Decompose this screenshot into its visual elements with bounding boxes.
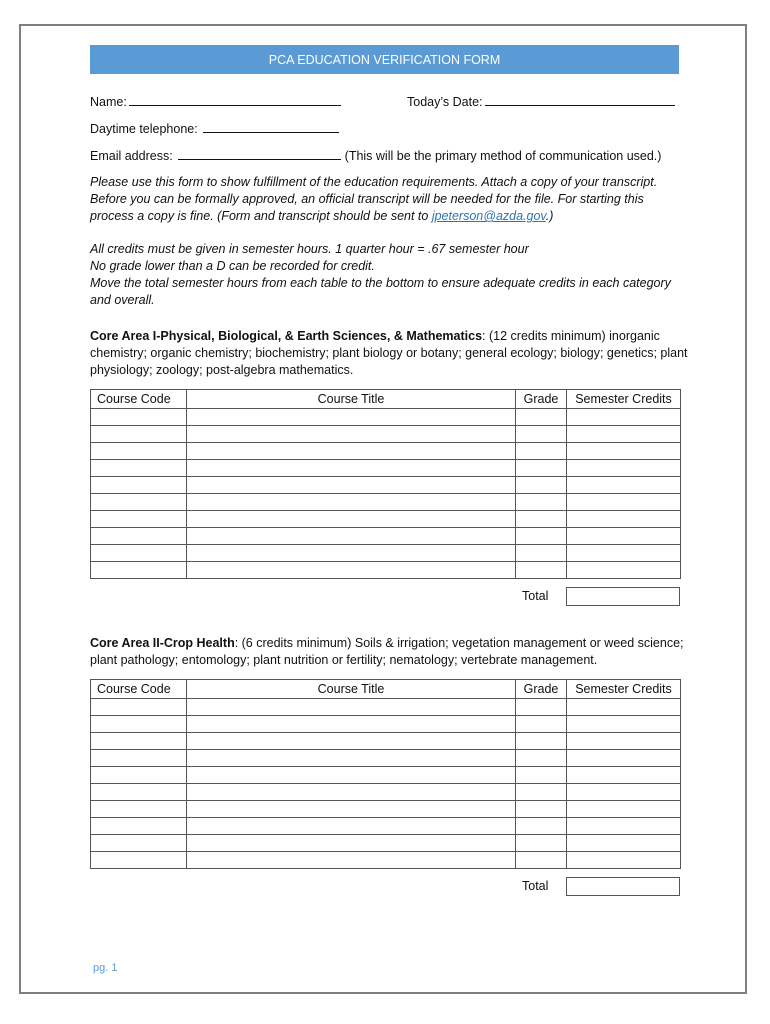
col-course-title: Course Title xyxy=(187,390,516,409)
grade-cell[interactable] xyxy=(516,443,567,460)
code-cell[interactable] xyxy=(91,460,187,477)
email-field[interactable] xyxy=(178,147,341,160)
table-row xyxy=(91,767,681,784)
table-row xyxy=(91,477,681,494)
instructions-text: Please use this form to show fulfillment of the education requirements. Attach a copy of your transcript. Before you can be formally approved, an official transcript will be needed for the file. For starting this process a copy is fine. (Form and transcript should be sent to xyxy=(90,175,658,223)
title-cell[interactable] xyxy=(187,443,516,460)
core-area-2-heading: Core Area II-Crop Health xyxy=(90,636,235,650)
grade-cell[interactable] xyxy=(516,784,567,801)
credits-cell[interactable] xyxy=(567,767,681,784)
credits-cell[interactable] xyxy=(567,426,681,443)
table-header-row xyxy=(91,680,681,699)
credits-cell[interactable] xyxy=(567,835,681,852)
credits-cell[interactable] xyxy=(567,494,681,511)
title-cell[interactable] xyxy=(187,562,516,579)
table-row xyxy=(91,562,681,579)
col-semester-credits: Semester Credits xyxy=(567,390,681,409)
grade-cell[interactable] xyxy=(516,545,567,562)
credits-cell[interactable] xyxy=(567,852,681,869)
title-cell[interactable] xyxy=(187,801,516,818)
credits-cell[interactable] xyxy=(567,784,681,801)
code-cell[interactable] xyxy=(91,545,187,562)
title-cell[interactable] xyxy=(187,733,516,750)
title-cell[interactable] xyxy=(187,511,516,528)
core-area-1-text: : (12 credits minimum) inorganic chemistry; organic chemistry; biochemistry; plant biology or botany; general ecology; biology; genetics; plant physiology; zoology; post-algebra mathematics. xyxy=(90,329,688,377)
col-course-code: Course Code xyxy=(91,390,187,409)
grade-cell[interactable] xyxy=(516,562,567,579)
grade-cell[interactable] xyxy=(516,852,567,869)
credits-cell[interactable] xyxy=(567,409,681,426)
table-row xyxy=(91,818,681,835)
table-row xyxy=(91,545,681,562)
title-cell[interactable] xyxy=(187,716,516,733)
grade-cell[interactable] xyxy=(516,733,567,750)
code-cell[interactable] xyxy=(91,494,187,511)
credits-cell[interactable] xyxy=(567,528,681,545)
table-row xyxy=(91,528,681,545)
credits-cell[interactable] xyxy=(567,750,681,767)
code-cell[interactable] xyxy=(91,784,187,801)
grade-cell[interactable] xyxy=(516,460,567,477)
title-cell[interactable] xyxy=(187,699,516,716)
email-field-row xyxy=(90,147,661,165)
instructions-paragraph xyxy=(90,174,690,225)
code-cell[interactable] xyxy=(91,801,187,818)
code-cell[interactable] xyxy=(91,528,187,545)
table-row xyxy=(91,460,681,477)
code-cell[interactable] xyxy=(91,426,187,443)
col-course-title: Course Title xyxy=(187,680,516,699)
grade-cell[interactable] xyxy=(516,716,567,733)
grade-cell[interactable] xyxy=(516,818,567,835)
table-row xyxy=(91,733,681,750)
title-cell[interactable] xyxy=(187,477,516,494)
core-area-2-table xyxy=(90,679,681,869)
grade-cell[interactable] xyxy=(516,767,567,784)
credits-cell[interactable] xyxy=(567,443,681,460)
grade-cell[interactable] xyxy=(516,511,567,528)
code-cell[interactable] xyxy=(91,818,187,835)
grade-cell[interactable] xyxy=(516,750,567,767)
table-row xyxy=(91,852,681,869)
title-cell[interactable] xyxy=(187,545,516,562)
core-area-2-description xyxy=(90,635,690,669)
grade-cell[interactable] xyxy=(516,409,567,426)
credits-cell[interactable] xyxy=(567,460,681,477)
col-grade: Grade xyxy=(516,680,567,699)
grade-cell[interactable] xyxy=(516,835,567,852)
table-row xyxy=(91,784,681,801)
name-field-row xyxy=(90,93,341,111)
table-row xyxy=(91,494,681,511)
credit-rules xyxy=(90,241,690,309)
code-cell[interactable] xyxy=(91,699,187,716)
phone-field[interactable] xyxy=(203,120,339,133)
name-label: Name: xyxy=(90,95,127,109)
credit-rule-2: No grade lower than a D can be recorded for credit. xyxy=(90,259,375,273)
credits-cell[interactable] xyxy=(567,733,681,750)
grade-cell[interactable] xyxy=(516,426,567,443)
code-cell[interactable] xyxy=(91,443,187,460)
phone-label: Daytime telephone: xyxy=(90,122,198,136)
table-row xyxy=(91,801,681,818)
form-title: PCA EDUCATION VERIFICATION FORM xyxy=(268,52,501,67)
title-cell[interactable] xyxy=(187,784,516,801)
grade-cell[interactable] xyxy=(516,801,567,818)
table-row xyxy=(91,716,681,733)
code-cell[interactable] xyxy=(91,767,187,784)
core-area-1-table xyxy=(90,389,681,579)
title-cell[interactable] xyxy=(187,835,516,852)
credit-rule-1: All credits must be given in semester hours. 1 quarter hour = .67 semester hour xyxy=(90,242,529,256)
name-field[interactable] xyxy=(129,93,341,106)
date-label: Today’s Date: xyxy=(407,95,483,109)
table-header-row xyxy=(91,390,681,409)
phone-field-row xyxy=(90,120,339,138)
code-cell[interactable] xyxy=(91,716,187,733)
credits-cell[interactable] xyxy=(567,511,681,528)
core-area-1-description xyxy=(90,328,690,379)
credits-cell[interactable] xyxy=(567,477,681,494)
code-cell[interactable] xyxy=(91,852,187,869)
code-cell[interactable] xyxy=(91,562,187,579)
grade-cell[interactable] xyxy=(516,494,567,511)
page-number: pg. 1 xyxy=(93,962,118,974)
instructions-text-end: .) xyxy=(545,209,554,223)
code-cell[interactable] xyxy=(91,835,187,852)
title-cell[interactable] xyxy=(187,818,516,835)
code-cell[interactable] xyxy=(91,477,187,494)
credits-cell[interactable] xyxy=(567,716,681,733)
col-semester-credits: Semester Credits xyxy=(567,680,681,699)
table-row xyxy=(91,426,681,443)
code-cell[interactable] xyxy=(91,409,187,426)
title-cell[interactable] xyxy=(187,426,516,443)
date-field[interactable] xyxy=(485,93,675,106)
credits-cell[interactable] xyxy=(567,699,681,716)
table-row xyxy=(91,443,681,460)
core-area-2-text: : (6 credits minimum) Soils & irrigation; vegetation management or weed science; plant pathology; entomology; plant nutrition or fertility; nematology; vertebrate management. xyxy=(90,636,684,667)
credits-cell[interactable] xyxy=(567,801,681,818)
grade-cell[interactable] xyxy=(516,699,567,716)
core-area-1-total-field[interactable] xyxy=(566,587,680,606)
form-title-bar xyxy=(90,45,679,74)
code-cell[interactable] xyxy=(91,733,187,750)
credits-cell[interactable] xyxy=(567,545,681,562)
col-grade: Grade xyxy=(516,390,567,409)
grade-cell[interactable] xyxy=(516,528,567,545)
table-row xyxy=(91,835,681,852)
date-field-row xyxy=(407,93,675,111)
credits-cell[interactable] xyxy=(567,562,681,579)
title-cell[interactable] xyxy=(187,460,516,477)
table-row xyxy=(91,750,681,767)
table-row xyxy=(91,409,681,426)
title-cell[interactable] xyxy=(187,409,516,426)
title-cell[interactable] xyxy=(187,750,516,767)
credit-rule-3: Move the total semester hours from each table to the bottom to ensure adequate credits in each category and overall. xyxy=(90,276,671,307)
code-cell[interactable] xyxy=(91,750,187,767)
col-course-code: Course Code xyxy=(91,680,187,699)
table-row xyxy=(91,511,681,528)
grade-cell[interactable] xyxy=(516,477,567,494)
core-area-1-heading: Core Area I-Physical, Biological, & Earth Sciences, & Mathematics xyxy=(90,329,483,343)
title-cell[interactable] xyxy=(187,494,516,511)
title-cell[interactable] xyxy=(187,767,516,784)
code-cell[interactable] xyxy=(91,511,187,528)
core-area-2-total-field[interactable] xyxy=(566,877,680,896)
table-row xyxy=(91,699,681,716)
email-label: Email address: xyxy=(90,149,173,163)
contact-email-link[interactable]: jpeterson@azda.gov xyxy=(431,209,546,223)
title-cell[interactable] xyxy=(187,852,516,869)
email-note: (This will be the primary method of communication used.) xyxy=(344,149,662,163)
core-area-2-total-label: Total xyxy=(522,879,549,893)
core-area-1-total-label: Total xyxy=(522,589,549,603)
credits-cell[interactable] xyxy=(567,818,681,835)
title-cell[interactable] xyxy=(187,528,516,545)
